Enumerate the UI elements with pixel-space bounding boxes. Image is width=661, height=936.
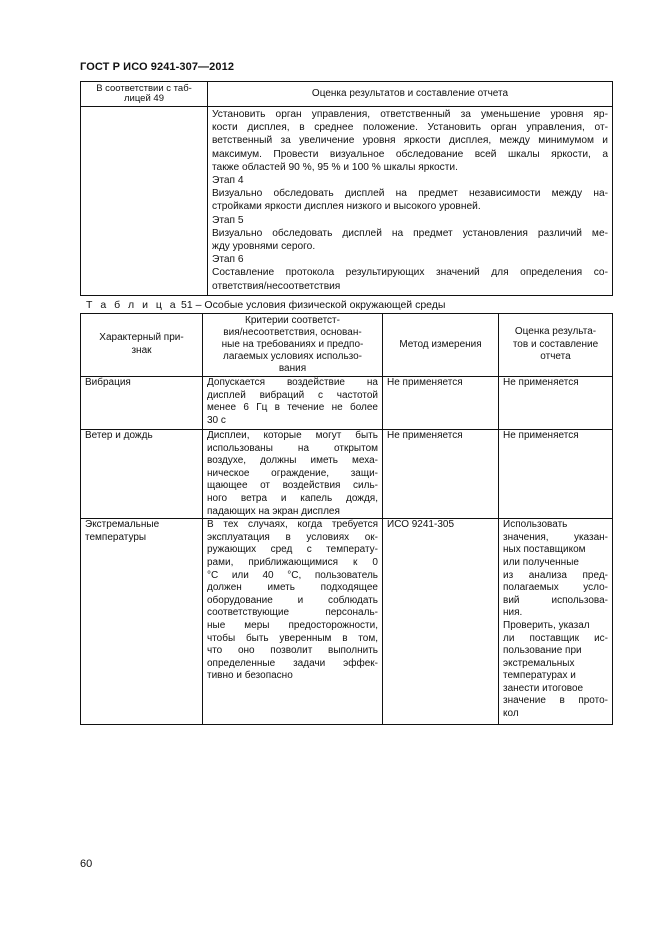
table-row [81, 377, 613, 430]
environment-table [80, 313, 613, 725]
text-line: рами, приближающимися к 0 [207, 556, 378, 568]
text-line: Визуально обследовать дисплей на предмет установления различий ме- [212, 227, 608, 239]
text-line: щающее от воздействия силь- [207, 480, 378, 492]
text-line: ническое ограждение, защи- [207, 467, 378, 479]
text-line: падающих на экран дисплея [207, 505, 340, 517]
text-line: ного ветра и капель дождя, [207, 492, 378, 504]
text-line: Допускается воздействие на [207, 377, 378, 388]
text-line: Визуально обследовать дисплей на предмет независимости между на- [212, 188, 608, 200]
text-line: ные меры предосторожности, [207, 619, 378, 631]
text-line: ружающих сред с температу- [207, 544, 378, 556]
method-cell: Не применяется [383, 430, 499, 519]
table-caption [86, 299, 445, 311]
text-line: Этап 5 [212, 214, 244, 226]
page-number: 60 [80, 858, 93, 870]
document-header: ГОСТ Р ИСО 9241-307—2012 [80, 61, 235, 73]
text-line: стройками яркости дисплея низкого и высокого уровней. [212, 201, 481, 213]
text-line: также областей 90 %, 95 % и 100 % шкалы яркости. [212, 161, 458, 173]
evaluation-cell [499, 430, 613, 519]
table1-col1-header: В соответствии с таб- лицей 49 [81, 82, 208, 107]
feature-cell: Вибрация [81, 377, 203, 430]
table-caption-prefix: Т а б л и ц а [86, 299, 179, 311]
text-line: ных поставщиком [503, 544, 586, 556]
text-line: пользование при [503, 645, 582, 657]
text-line: температурах и [503, 670, 576, 682]
header-feature: Характерный при- знак [81, 314, 203, 377]
text-line: кол [503, 708, 519, 720]
text-line: Дисплеи, которые могут быть [207, 430, 378, 441]
text-line: Этап 6 [212, 254, 244, 266]
method-cell: ИСО 9241-305 [383, 519, 499, 725]
evaluation-cell [499, 377, 613, 430]
text-line: Не применяется [503, 377, 579, 388]
text-line: жду уровнями серого. [212, 241, 316, 253]
text-line: экстремальных [503, 657, 575, 669]
text-line: Проверить, указал [503, 619, 590, 631]
text-line: максимум. Провести визуальное обследование всей шкалы яркости, а [212, 148, 608, 160]
text-line: занести итоговое [503, 682, 584, 694]
text-line: Составление протокола результирующих значений для определения со- [212, 267, 608, 279]
text-line: что оно позволит выполнить [207, 645, 378, 657]
text-line: ния. [503, 607, 523, 619]
text-line: Не применяется [503, 430, 579, 441]
table-caption-text: 51 – Особые условия физической окружающей среды [181, 299, 446, 311]
feature-cell: Экстремальные температуры [81, 519, 203, 725]
text-line: чтобы быть уверенным в том, [207, 632, 378, 644]
text-line: из анализа пред- [503, 569, 608, 581]
text-line: 30 с [207, 414, 226, 426]
criteria-cell [203, 430, 383, 519]
text-line: или полученные [503, 556, 579, 568]
text-line: значение в прото- [503, 695, 608, 707]
method-cell: Не применяется [383, 377, 499, 430]
criteria-cell [203, 519, 383, 725]
text-line: дисплей вибраций с частотой [207, 389, 378, 401]
text-line: эксплуатация в условиях ок- [207, 531, 378, 543]
table1-col2-header: Оценка результатов и составление отчета [208, 82, 613, 107]
table-row [81, 519, 613, 725]
text-line: ветственный за увеличение уровня яркости дисплея, между минимумом и [212, 135, 608, 147]
table1-empty-cell [81, 107, 208, 296]
text-line: значения, указан- [503, 531, 608, 543]
text-line: оборудование и соблюдать [207, 594, 378, 606]
evaluation-cell [499, 519, 613, 725]
text-line: воздухе, должны иметь меха- [207, 455, 378, 467]
text-line: вий использова- [503, 594, 608, 606]
header-method: Метод измерения [383, 314, 499, 377]
header-evaluation: Оценка результа- тов и составление отчета [499, 314, 613, 377]
text-line: ли поставщик ис- [503, 632, 608, 644]
text-line: Использовать [503, 519, 568, 531]
text-line: соответствующие персональ- [207, 607, 378, 619]
text-line: кости дисплея, в среднее положение. Установить орган управления, от- [212, 122, 608, 134]
text-line: использованы на открытом [207, 442, 378, 454]
text-line: ответствия/несоответствия [212, 280, 341, 292]
text-line: определенные задачи эффек- [207, 657, 378, 669]
text-line: должен иметь подходящее [207, 582, 378, 594]
text-line: Этап 4 [212, 175, 244, 187]
header-criteria: Критерии соответст- вия/несоответствия, основан- ные на требованиях и предпо- лагаемых условиях использо- вания [203, 314, 383, 377]
continuation-table [80, 81, 613, 296]
text-line: °С или 40 °С, пользователь [207, 569, 378, 581]
table-row [81, 430, 613, 519]
table1-body-cell [208, 107, 613, 296]
text-line: тивно и безопасно [207, 670, 293, 682]
text-line: Установить орган управления, ответственный за уменьшение уровня яр- [212, 109, 608, 120]
text-line: полагаемых усло- [503, 582, 608, 594]
text-line: В тех случаях, когда требуется [207, 519, 378, 531]
criteria-cell [203, 377, 383, 430]
feature-cell: Ветер и дождь [81, 430, 203, 519]
text-line: менее 6 Гц в течение не более [207, 402, 378, 414]
